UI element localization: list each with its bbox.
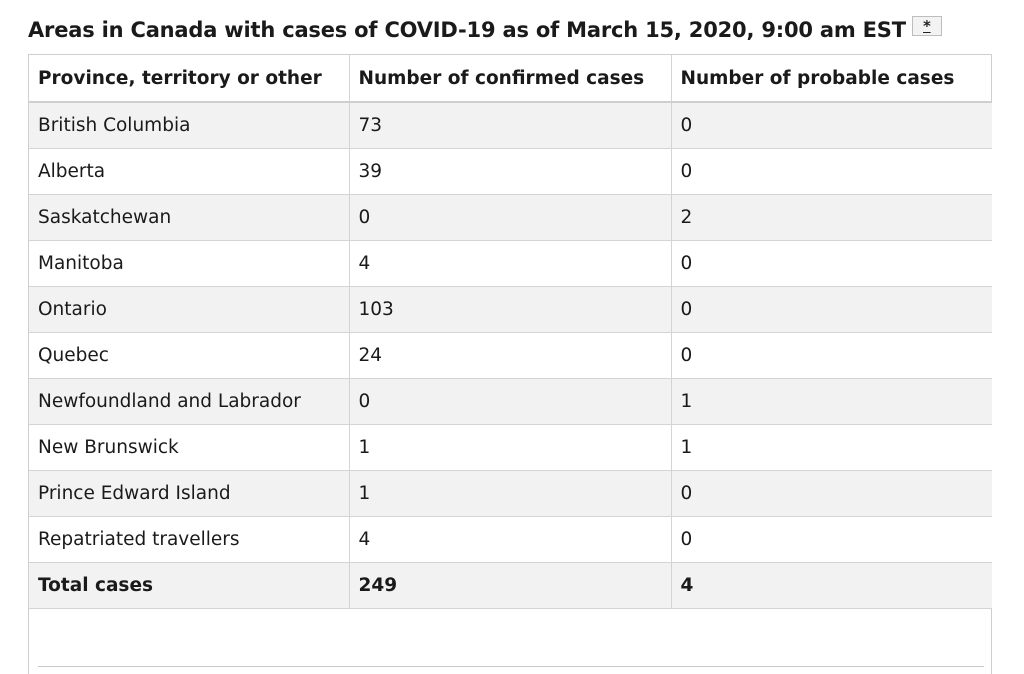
cell-confirmed: 103 <box>349 286 671 332</box>
cell-probable: 0 <box>671 102 992 148</box>
table-row <box>29 102 992 148</box>
cell-province: New Brunswick <box>29 424 349 470</box>
cell-province: Alberta <box>29 148 349 194</box>
table-row <box>29 194 992 240</box>
cell-province: Ontario <box>29 286 349 332</box>
cell-confirmed: 1 <box>349 424 671 470</box>
table-row <box>29 424 992 470</box>
table-row <box>29 470 992 516</box>
header-province: Province, territory or other <box>29 55 349 102</box>
cell-probable: 2 <box>671 194 992 240</box>
cases-table-container <box>28 54 992 674</box>
cell-province: Saskatchewan <box>29 194 349 240</box>
cell-probable: 0 <box>671 240 992 286</box>
cell-province: Prince Edward Island <box>29 470 349 516</box>
table-caption <box>28 14 942 46</box>
header-probable: Number of probable cases <box>671 55 992 102</box>
table-row <box>29 332 992 378</box>
cell-confirmed: 24 <box>349 332 671 378</box>
table-title: Areas in Canada with cases of COVID-19 as of March 15, 2020, 9:00 am EST <box>28 18 906 42</box>
cell-confirmed: 0 <box>349 378 671 424</box>
table-row <box>29 516 992 562</box>
total-label: Total cases <box>29 562 349 608</box>
cell-probable: 0 <box>671 332 992 378</box>
cell-confirmed: 73 <box>349 102 671 148</box>
cases-table <box>29 55 992 609</box>
cell-province: British Columbia <box>29 102 349 148</box>
footnote-link[interactable]: * <box>912 16 942 36</box>
cell-province: Quebec <box>29 332 349 378</box>
table-row <box>29 240 992 286</box>
cell-confirmed: 4 <box>349 240 671 286</box>
total-row <box>29 562 992 608</box>
table-row <box>29 148 992 194</box>
cell-probable: 1 <box>671 424 992 470</box>
cell-confirmed: 39 <box>349 148 671 194</box>
cell-probable: 0 <box>671 286 992 332</box>
cell-confirmed: 1 <box>349 470 671 516</box>
total-confirmed: 249 <box>349 562 671 608</box>
cell-probable: 0 <box>671 470 992 516</box>
cell-province: Manitoba <box>29 240 349 286</box>
total-probable: 4 <box>671 562 992 608</box>
cell-probable: 0 <box>671 516 992 562</box>
header-row <box>29 55 992 102</box>
cell-confirmed: 0 <box>349 194 671 240</box>
table-row <box>29 378 992 424</box>
table-row <box>29 286 992 332</box>
header-confirmed: Number of confirmed cases <box>349 55 671 102</box>
cell-confirmed: 4 <box>349 516 671 562</box>
cell-province: Newfoundland and Labrador <box>29 378 349 424</box>
section-divider <box>38 666 984 667</box>
cell-province: Repatriated travellers <box>29 516 349 562</box>
cell-probable: 1 <box>671 378 992 424</box>
cell-probable: 0 <box>671 148 992 194</box>
